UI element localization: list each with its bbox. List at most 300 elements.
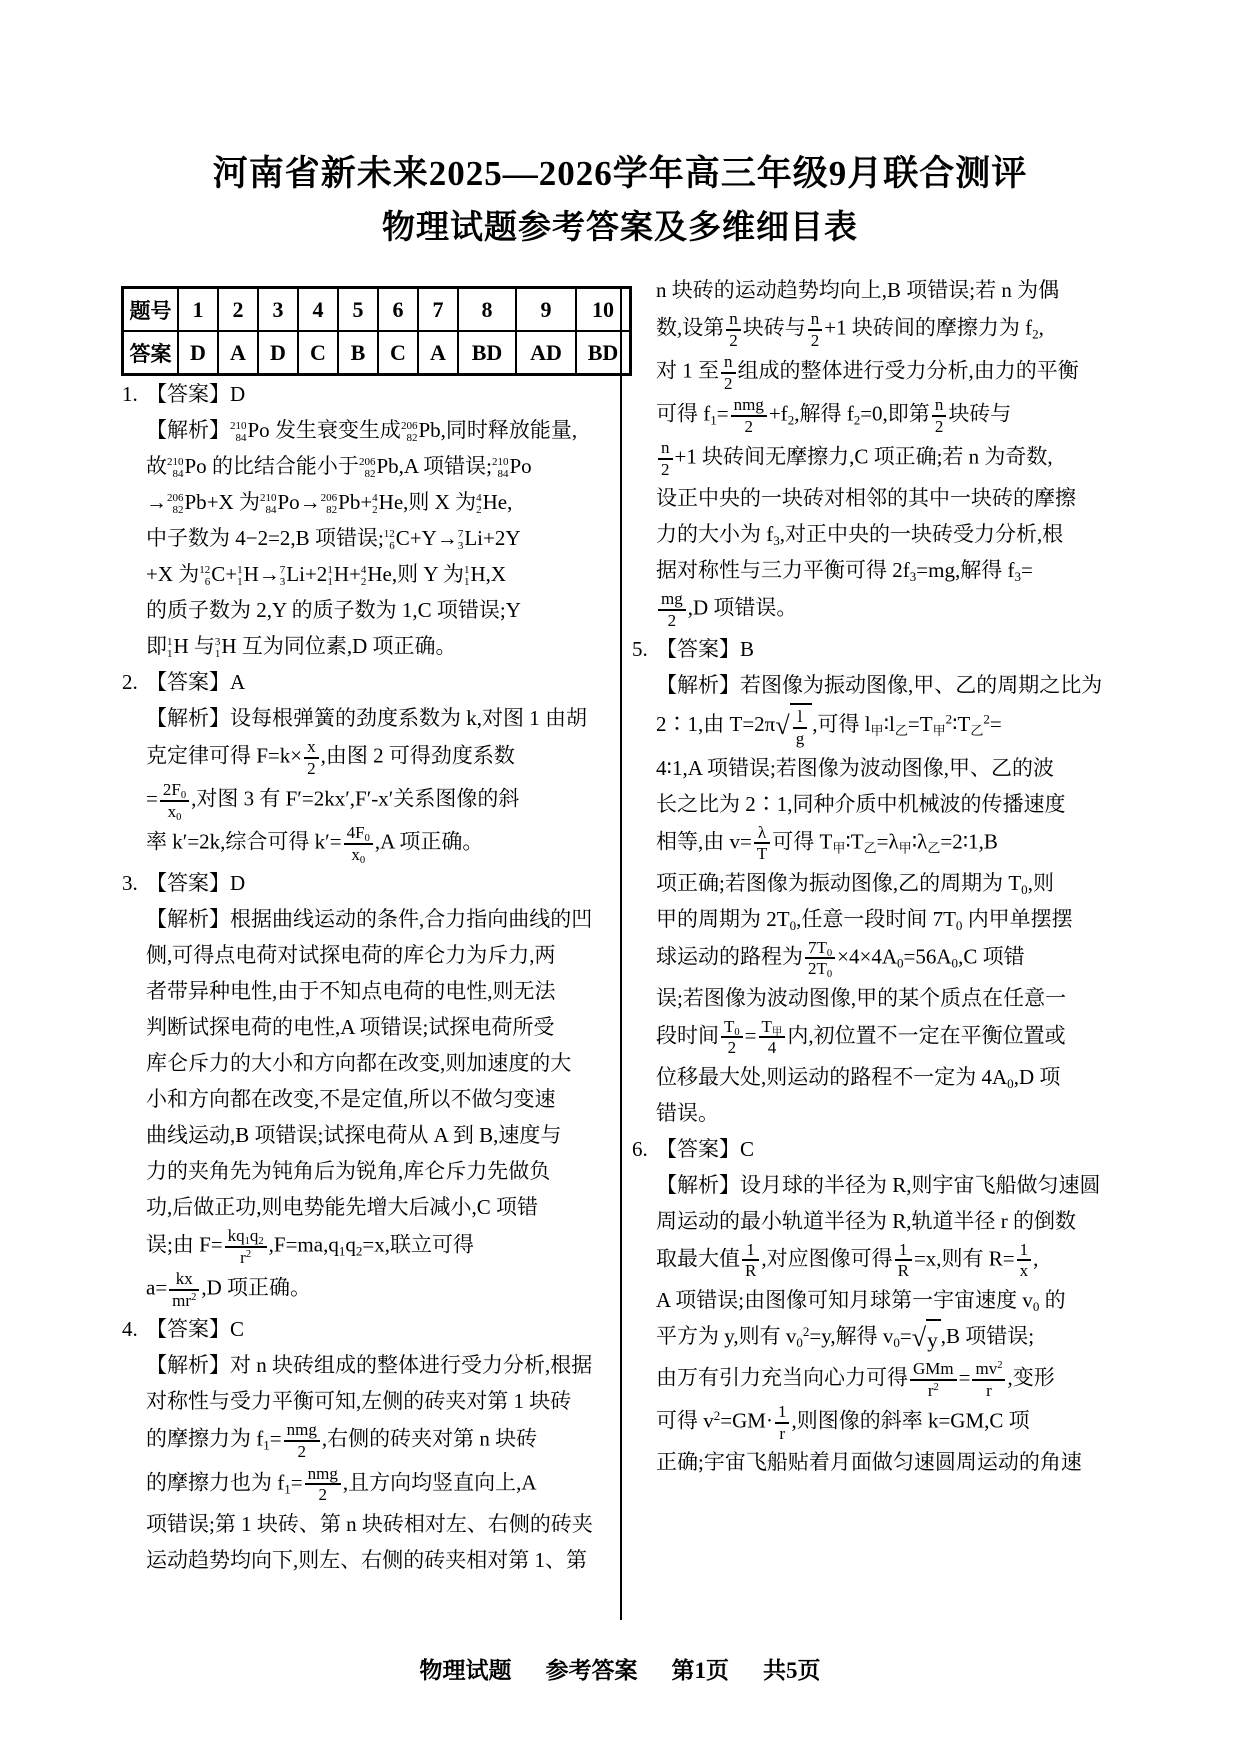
solution-text-line: 由万有引力充当向心力可得 $\frac{\text{GMm}}{r^2}$ = $\frac{mv^2}{r}$ ,变形 <box>656 1358 1055 1400</box>
fraction-numerator: $T_甲$ <box>759 1017 786 1039</box>
fraction-denominator: R <box>745 1261 757 1281</box>
superscript: 2 <box>933 1381 939 1393</box>
subscript: 0 <box>364 833 370 845</box>
question-number: 4. <box>122 1317 138 1342</box>
fraction-denominator: 2 <box>307 758 316 778</box>
fraction <box>910 1359 957 1400</box>
atomic-number: 84 <box>172 468 184 481</box>
fraction-numerator: x <box>304 737 319 759</box>
solution-text-line: 的摩擦力也为 $f_1=$ $\frac{\text{nmg}}{2}$ ,且方向均竖直向上,A <box>146 1463 537 1505</box>
solution-text-line: 长之比为 2∶1,同种介质中机械波的传播速度 <box>656 791 1066 816</box>
superscript: 2 <box>997 1360 1003 1372</box>
answer-value-cell: C <box>378 331 418 375</box>
solution-text-line: 运动趋势均向下,则左、右侧的砖夹相对第 1、第 <box>146 1547 587 1572</box>
nuclide-notation <box>383 526 410 553</box>
fraction <box>932 395 947 436</box>
solution-text-line: $\frac{mg}{2}$ ,D 项错误。 <box>656 588 1132 631</box>
question-number-cell: 5 <box>338 288 378 332</box>
fraction <box>775 1402 790 1443</box>
fraction-numerator: GMm <box>910 1359 957 1381</box>
fraction-denominator: x <box>1019 1261 1029 1281</box>
fraction-denominator: 2 <box>727 1038 737 1058</box>
nuclide-numbers <box>476 492 482 516</box>
subscript: 1 <box>284 1480 291 1496</box>
solution-text-line: n 块砖的运动趋势均向上,B 项错误;若 n 为偶 <box>656 278 1060 302</box>
superscript: 2 <box>945 712 953 728</box>
solution-text-line: 项错误;第 1 块砖、第 n 块砖相对左、右侧的砖夹 <box>146 1511 593 1536</box>
nuclide-numbers <box>167 456 184 480</box>
nuclide-numbers <box>359 456 376 480</box>
element-symbol: Po <box>184 454 207 478</box>
atomic-number: 3 <box>457 540 464 553</box>
fraction-denominator: 2 <box>810 330 820 350</box>
element-symbol: Po <box>509 454 532 478</box>
subscript: 2 <box>258 1236 264 1248</box>
solution-text-line: 【解析】根据曲线运动的条件,合力指向曲线的凹 <box>146 907 593 932</box>
question-number-cell: 7 <box>418 288 458 332</box>
document-title-line2: 物理试题参考答案及多维细目表 <box>382 210 858 246</box>
square-root <box>912 1318 941 1358</box>
nuclide-notation <box>463 562 486 589</box>
mass-number: 4 <box>360 564 367 577</box>
superscript: 2 <box>713 1408 721 1424</box>
subscript: 3 <box>1014 569 1021 585</box>
nuclide-numbers <box>215 636 221 660</box>
fraction <box>658 589 686 630</box>
question-number-cell: 10 <box>576 288 631 332</box>
fraction <box>225 1226 267 1267</box>
fraction <box>731 395 767 436</box>
nuclide-notation <box>237 562 259 589</box>
question-number: 3. <box>122 871 138 896</box>
solution-text-line: 率 k′=2k,综合可得 k′= $\frac{4F_0}{x_0}$ ,A 项正确。 <box>146 823 484 866</box>
fraction-numerator: 1 <box>742 1240 759 1262</box>
fraction <box>284 1420 320 1461</box>
fraction-numerator: l <box>793 707 808 729</box>
element-symbol: He <box>482 490 508 514</box>
solution-text-line: +X 为 12 6 C+ 1 1 H→ 7 3 Li+2 1 1 H+ 4 2 He,则 Y 为 1 1 H,X <box>146 562 507 589</box>
element-symbol: H <box>173 634 189 658</box>
solution-text-line: 段时间 $\frac{T_0}{2}$ = $\frac{T_甲}{4}$ 内,初位置不一定在平衡位置或 <box>656 1016 1066 1058</box>
solution-text-line: 故 210 84 Po 的比结合能小于 206 82 Pb,A 项错误; 210 84 Po <box>146 454 532 481</box>
nuclide-notation <box>491 454 532 481</box>
question-block <box>122 376 610 664</box>
nuclide-notation <box>230 418 270 445</box>
fraction-numerator: $4F_0$ <box>344 823 373 845</box>
fraction-denominator: r <box>779 1423 786 1443</box>
answer-table-row-numbers <box>123 288 631 332</box>
nuclide-notation <box>199 562 226 589</box>
nuclide-numbers <box>327 564 333 588</box>
fraction <box>658 438 673 479</box>
nuclide-notation <box>327 562 349 589</box>
element-symbol: H <box>333 562 349 586</box>
fraction-denominator: 2 <box>729 330 738 350</box>
solution-text-line: 功,后做正功,则电势能先增大后减小,C 项错 <box>146 1195 539 1220</box>
solution-text-line: 【解析】设月球的半径为 R,则宇宙飞船做匀速圆 <box>656 1172 1101 1197</box>
solution-text-line: 取最大值 $\frac{1}{R}$ ,对应图像可得 $\frac{1}{R}$ =x,则有 R= $\frac{1}{x}$ , <box>656 1239 1039 1281</box>
solution-text-line: 判断试探电荷的电性,A 项错误;试探电荷所受 <box>146 1015 555 1040</box>
nuclide-notation <box>372 490 404 517</box>
fraction-numerator: 1 <box>1017 1240 1032 1262</box>
solution-text-line: 设正中央的一块砖对相邻的其中一块砖的摩擦 <box>656 486 1076 511</box>
solution-text-line: → 206 82 Pb+X 为 210 84 Po→ 206 82 Pb+ 4 2 He,则 X 为 4 2 He, <box>146 490 513 517</box>
nuclide-notation <box>360 562 392 589</box>
mass-number: 206 <box>358 456 376 469</box>
radical-sign: √ <box>775 711 790 741</box>
radicand <box>790 703 813 749</box>
element-symbol: Li <box>286 562 305 586</box>
subscript: 0 <box>897 954 904 970</box>
solution-text-line: 误;若图像为波动图像,甲的某个质点在任意一 <box>656 985 1067 1010</box>
fraction-denominator: 2 <box>934 416 944 436</box>
question-number-cell: 3 <box>258 288 298 332</box>
solution-text-line: 的摩擦力为 $f_1=$ $\frac{\text{nmg}}{2}$ ,右侧的砖夹对第 n 块砖 <box>146 1420 538 1462</box>
atomic-number: 1 <box>167 648 173 661</box>
fraction-numerator: n <box>726 309 741 331</box>
atomic-number: 1 <box>463 576 470 589</box>
nuclide-notation <box>279 562 305 589</box>
fraction-numerator: λ <box>754 823 770 845</box>
subscript: 1 <box>244 1236 250 1248</box>
square-root <box>775 703 812 749</box>
mass-number: 210 <box>230 420 247 433</box>
fraction <box>793 707 808 748</box>
subscript: 0 <box>826 969 833 981</box>
mass-number: 12 <box>199 564 211 577</box>
answer-value-cell: A <box>418 331 458 375</box>
nuclide-notation <box>259 490 300 517</box>
fraction-numerator: nmg <box>284 1420 320 1442</box>
mass-number: 210 <box>167 456 184 469</box>
solution-text-line: 【答案】C <box>656 1136 755 1161</box>
element-symbol: He <box>378 490 404 514</box>
document-title-line1: 河南省新未来2025—2026学年高三年级9月联合测评 <box>212 154 1028 193</box>
fraction-denominator: r <box>986 1380 992 1400</box>
mass-number: 7 <box>279 564 286 577</box>
solution-text-line: 【解析】若图像为振动图像,甲、乙的周期之比为 <box>656 673 1103 698</box>
fraction-numerator: nmg <box>305 1464 341 1486</box>
subscript: 0 <box>893 1334 900 1350</box>
solution-text-line: 【答案】D <box>146 382 246 406</box>
nuclide-numbers <box>464 564 470 588</box>
nuclide-notation <box>400 418 441 445</box>
nuclide-numbers <box>167 492 184 516</box>
subscript: 0 <box>1021 881 1028 897</box>
fraction-numerator: $kq_1q_2$ <box>225 1226 267 1248</box>
fraction <box>742 1240 759 1281</box>
mass-number: 7 <box>457 528 464 541</box>
fraction <box>344 823 373 864</box>
solution-text-line: A 项错误;由图像可知月球第一宇宙速度 $v_0$ 的 <box>656 1287 1066 1314</box>
subscript: 0 <box>176 811 182 823</box>
answer-value-cell: B <box>338 331 378 375</box>
nuclide-notation <box>167 634 189 661</box>
mass-number: 3 <box>214 636 221 649</box>
answer-value-cell: C <box>298 331 338 375</box>
subscript: 0 <box>796 1334 803 1350</box>
footer-doc-name: 物理试题 <box>419 1658 512 1683</box>
question-block <box>632 631 1132 1130</box>
fraction-denominator: $2T_0$ <box>808 959 833 981</box>
fraction <box>726 309 741 350</box>
fraction-numerator: n <box>808 309 823 331</box>
fraction-denominator: 2 <box>667 610 677 630</box>
footer-page-number: 第1页 <box>671 1658 729 1683</box>
question-block <box>122 664 610 865</box>
answer-value-cell: D <box>178 331 218 375</box>
fraction-numerator: kx <box>169 1269 199 1291</box>
fraction-denominator: 2 <box>744 416 753 436</box>
fraction <box>895 1240 912 1281</box>
nuclide-numbers <box>384 528 395 552</box>
fraction <box>808 309 823 350</box>
fraction-denominator: g <box>795 729 805 749</box>
atomic-number: 84 <box>497 468 509 481</box>
nuclide-numbers <box>237 564 243 588</box>
subscript: 乙 <box>894 723 908 739</box>
solution-text-line: 【答案】C <box>146 1317 245 1342</box>
atomic-number: 84 <box>265 504 277 517</box>
answer-key-table <box>121 286 632 376</box>
fraction-numerator: n <box>721 352 736 374</box>
solution-text-line: 4∶1,A 项错误;若图像为波动图像,甲、乙的波 <box>656 755 1055 780</box>
subscript: 0 <box>1032 1298 1040 1314</box>
mass-number: 206 <box>167 492 184 505</box>
fraction-numerator: n <box>658 438 673 460</box>
atomic-number: 2 <box>372 504 378 517</box>
atomic-number: 6 <box>204 576 211 589</box>
footer-doc-type: 参考答案 <box>545 1658 638 1683</box>
atomic-number: 6 <box>389 540 395 553</box>
column-divider-rule <box>620 287 622 1620</box>
fraction-denominator: 2 <box>318 1485 327 1505</box>
solution-text-line: 周运动的最小轨道半径为 R,轨道半径 r 的倒数 <box>656 1208 1076 1233</box>
atomic-number: 1 <box>327 576 333 589</box>
solution-text-line: 侧,可得点电荷对试探电荷的库仑力为斥力,两 <box>146 943 556 968</box>
mass-number: 206 <box>400 420 418 433</box>
atomic-number: 2 <box>476 504 482 517</box>
mass-number: 210 <box>259 492 277 505</box>
solution-text-line: 【解析】设每根弹簧的劲度系数为 k,对图 1 由胡 <box>146 706 587 730</box>
solution-text-line: 对 1 至 $\frac{n}{2}$ 组成的整体进行受力分析,由力的平衡 <box>656 352 1079 393</box>
fraction-numerator: $7T_0$ <box>805 938 835 960</box>
element-symbol: He <box>367 562 392 586</box>
fraction <box>721 1017 743 1058</box>
subscript: 1 <box>263 1437 270 1453</box>
fraction-denominator: $x_0$ <box>167 801 182 823</box>
solution-text-line: 位移最大处,则运动的路程不一定为 $4A_0,D$ 项 <box>656 1064 1061 1091</box>
table-header-question-label: 题号 <box>123 288 179 332</box>
fraction-denominator: 4 <box>767 1038 777 1058</box>
solution-text-line: 【答案】D <box>146 871 246 896</box>
nuclide-numbers <box>280 564 286 588</box>
subscript: 3 <box>773 533 780 549</box>
solution-text-line: 正确;宇宙飞船贴着月面做匀速圆周运动的角速 <box>656 1450 1082 1475</box>
subscript: 3 <box>909 569 917 585</box>
fraction-numerator: 1 <box>775 1402 790 1424</box>
element-symbol: Li <box>464 526 483 550</box>
nuclide-numbers <box>230 420 247 444</box>
mass-number: 1 <box>327 564 333 577</box>
answer-value-cell: A <box>218 331 258 375</box>
fraction <box>304 737 319 778</box>
question-number: 2. <box>122 670 138 694</box>
subscript: 0 <box>955 917 963 933</box>
subscript: 乙 <box>970 723 984 739</box>
fraction <box>805 938 835 979</box>
question-number: 6. <box>632 1136 648 1161</box>
subscript: 0 <box>180 790 187 802</box>
solution-text-line: 据对称性与三力平衡可得 $2f_3=mg$,解得 $f_3=$ <box>656 558 1033 585</box>
left-text-column <box>122 376 610 1578</box>
atomic-number: 2 <box>360 576 367 589</box>
nuclide-notation <box>320 490 361 517</box>
superscript: 2 <box>983 712 990 728</box>
answer-value-cell: AD <box>516 331 576 375</box>
fraction-denominator: R <box>897 1261 909 1281</box>
solution-text-line: 项正确;若图像为振动图像,乙的周期为 $T_0$,则 <box>656 870 1054 897</box>
nuclide-notation <box>167 454 207 481</box>
right-text-column <box>632 272 1132 1480</box>
atomic-number: 82 <box>326 504 338 517</box>
question-number-cell: 1 <box>178 288 218 332</box>
fraction-numerator: n <box>932 395 947 417</box>
answer-value-cell: BD <box>576 331 631 375</box>
solution-text-line: 力的夹角先为钝角后为锐角,库仑斥力先做负 <box>146 1159 551 1184</box>
solution-text-line: 小和方向都在改变,不是定值,所以不做匀变速 <box>146 1087 556 1112</box>
solution-text-line: 甲的周期为 $2T_0$,任意一段时间 $7T_0$ 内甲单摆摆 <box>656 906 1073 933</box>
subscript: 1 <box>710 412 717 428</box>
solution-text-line: 数,设第 $\frac{n}{2}$ 块砖与 $\frac{n}{2}$ +1 块砖间的摩擦力为 $f_2$, <box>656 309 1044 350</box>
solution-text-line: 力的大小为 $f_3$,对正中央的一块砖受力分析,根 <box>656 522 1064 549</box>
subscript: 0 <box>1007 1075 1014 1091</box>
atomic-number: 1 <box>237 576 243 589</box>
atomic-number: 82 <box>406 432 418 445</box>
solution-text-line: a= $\frac{kx}{mr^2}$ ,D 项正确。 <box>146 1269 311 1310</box>
subscript: 0 <box>826 947 833 959</box>
fraction-numerator: $T_0$ <box>721 1017 743 1039</box>
nuclide-numbers <box>321 492 338 516</box>
fraction <box>160 780 189 821</box>
element-symbol: H <box>470 562 486 586</box>
question-number-cell: 9 <box>516 288 576 332</box>
question-number-cell: 4 <box>298 288 338 332</box>
fraction-denominator: 2 <box>661 459 670 479</box>
nuclide-numbers <box>401 420 418 444</box>
fraction <box>759 1017 786 1058</box>
mass-number: 1 <box>237 564 243 577</box>
element-symbol: H <box>243 562 259 586</box>
nuclide-notation <box>167 490 207 517</box>
solution-text-line: 可得 $f_1=$ $\frac{\text{nmg}}{2}$ $+f_2$,解得 $f_2=0$,即第 $\frac{n}{2}$ 块砖与 <box>656 395 1012 436</box>
nuclide-numbers <box>458 528 464 552</box>
subscript: 甲 <box>898 839 912 855</box>
subscript: 1 <box>338 1243 346 1259</box>
nuclide-numbers <box>167 636 173 660</box>
mass-number: 1 <box>463 564 470 577</box>
solution-text-line: 相等,由 v= $\frac{\lambda}{T}$ 可得 $T_甲∶T_乙=\lambda_甲∶\lambda_乙=2∶1,B$ <box>656 822 998 864</box>
solution-text-line: 【解析】对 n 块砖组成的整体进行受力分析,根据 <box>146 1353 593 1378</box>
solution-text-line: 误;由 F= $\frac{kq_1q_2}{r^2}$ $,F=ma,q_1q_2=x$,联立可得 <box>146 1226 474 1267</box>
fraction-denominator: $r^2$ <box>927 1380 939 1400</box>
subscript: 0 <box>951 954 959 970</box>
question-block <box>122 865 610 1311</box>
solution-text-line: 克定律可得 F=k× $\frac{x}{2}$ ,由图 2 可得劲度系数 <box>146 737 515 778</box>
atomic-number: 82 <box>172 504 184 517</box>
fraction <box>169 1269 199 1310</box>
subscript: 2 <box>1032 326 1039 342</box>
element-symbol: Pb <box>376 454 399 478</box>
nuclide-numbers <box>361 564 367 588</box>
subscript: 0 <box>734 1026 740 1038</box>
superscript: 2 <box>802 1323 810 1339</box>
fraction <box>972 1359 1005 1400</box>
element-symbol: C <box>395 526 410 550</box>
nuclide-numbers <box>199 564 210 588</box>
element-symbol: Po <box>247 418 270 442</box>
superscript: 2 <box>245 1249 252 1261</box>
fraction <box>721 352 736 393</box>
fraction-denominator: 2 <box>297 1442 306 1462</box>
fraction-denominator: $x_0$ <box>351 844 366 866</box>
mass-number: 206 <box>320 492 338 505</box>
solution-text-line: 平方为 y,则有 $v_0^2=y$,解得 $v_0=√y$ ,B 项错误; <box>656 1318 1132 1358</box>
nuclide-notation <box>214 634 237 661</box>
table-header-answer-label: 答案 <box>123 331 179 375</box>
nuclide-notation <box>457 526 483 553</box>
superscript: 2 <box>191 1292 197 1304</box>
subscript: 0 <box>789 917 797 933</box>
question-block <box>632 1131 1132 1480</box>
solution-text-line: 【解析】 210 84 Po 发生衰变生成 206 82 Pb,同时释放能量, <box>146 418 578 445</box>
subscript: 0 <box>359 854 366 866</box>
solution-text-line: 对称性与受力平衡可知,左侧的砖夹对第 1 块砖 <box>146 1389 572 1414</box>
atomic-number: 82 <box>364 468 376 481</box>
question-number-cell: 6 <box>378 288 418 332</box>
solution-text-line: 【答案】B <box>656 637 755 662</box>
solution-text-line: 2∶1,由 T=2π√ $\frac{l}{g}$ ,可得 $l_甲∶l_乙=T_甲^2∶T_乙^2=$ <box>656 703 1132 749</box>
fraction-denominator: $mr^2$ <box>172 1290 197 1310</box>
element-symbol: Po <box>277 490 300 514</box>
element-symbol: Pb <box>338 490 361 514</box>
question-block <box>122 1311 610 1577</box>
mass-number: 4 <box>372 492 378 505</box>
nuclide-numbers <box>260 492 277 516</box>
fraction-denominator: $r^2$ <box>240 1247 252 1267</box>
fraction-numerator: 1 <box>895 1240 912 1262</box>
solution-text-line: 即 1 1 H 与 3 1 H 互为同位素,D 项正确。 <box>146 634 457 661</box>
question-number: 1. <box>122 382 138 406</box>
footer-page-count: 共5页 <box>763 1658 821 1683</box>
solution-text-line: = $\frac{2F_0}{x_0}$ ,对图 3 有 F′=2kx′,F′-x′关系图像的斜 <box>146 780 520 823</box>
fraction-numerator: $2F_0$ <box>160 780 189 802</box>
nuclide-numbers <box>372 492 378 516</box>
radicand: y <box>926 1319 941 1358</box>
subscript: 2 <box>853 412 861 428</box>
solution-text-line: 错误。 <box>656 1100 719 1125</box>
subscript: 甲 <box>771 1026 783 1038</box>
answer-value-cell: D <box>258 331 298 375</box>
solution-text-line: 的质子数为 2,Y 的质子数为 1,C 项错误;Y <box>146 598 521 622</box>
page-footer <box>0 1652 1240 1685</box>
question-number-cell: 2 <box>218 288 258 332</box>
element-symbol: Pb <box>418 418 441 442</box>
solution-text-line: $\frac{n}{2}$ +1 块砖间无摩擦力,C 项正确;若 n 为奇数, <box>656 437 1132 480</box>
solution-text-line: 库仑斥力的大小和方向都在改变,则加速度的大 <box>146 1051 572 1076</box>
subscript: 乙 <box>863 839 877 855</box>
atomic-number: 84 <box>235 432 247 445</box>
